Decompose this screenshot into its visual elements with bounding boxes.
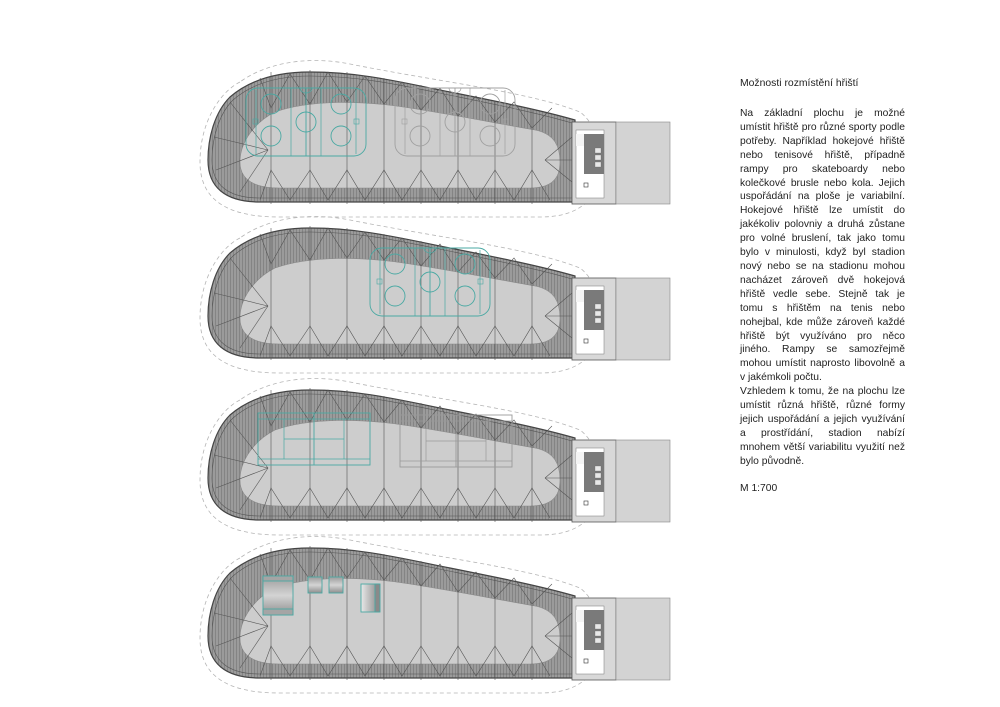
paragraph-2: Vzhledem k tomu, že na plochu lze umístit různá hřiště, různé formy jejich uspořádání a jejich využívání a prostřídání, stadion nabízí mnohem větší variabilitu využití než bylo původně. [740,386,905,467]
panel-title: Možnosti rozmístění hřiští [740,78,859,89]
panel-body [740,107,905,469]
scale-label: M 1:700 [740,482,778,494]
plan-skate-ramps [200,536,670,693]
plan-two-hockey-rinks [200,60,670,217]
plan-two-courts [200,378,670,535]
description-panel [740,78,905,494]
paragraph-1: Na základní plochu je možné umístit hřiště pro různé sporty podle potřeby. Například hokejové hřiště nebo tenisové hřiště, případně rampy pro skateboardy nebo kolečkové brusle nebo kola. Jejich uspořádání na ploše je variabilní. Hokejové hřiště lze umístit do jakékoliv polovniy a druhá zůstane pro volné bruslení, tak jako tomu bylo v minulosti, když byl stadion nový nebo se na stadionu mohou nacházet zároveň dvě hokejová hřiště vedle sebe. Stejně tak je tomu s hřištěm na tenis nebo nohejbal, kde může zároveň každé hřiště být využíváno pro něco jiného. Rampy se samozřejmě mohou umístit naprosto libovolně a v jakémkoli počtu. [740,108,905,384]
plan-one-hockey-rink [200,216,670,373]
